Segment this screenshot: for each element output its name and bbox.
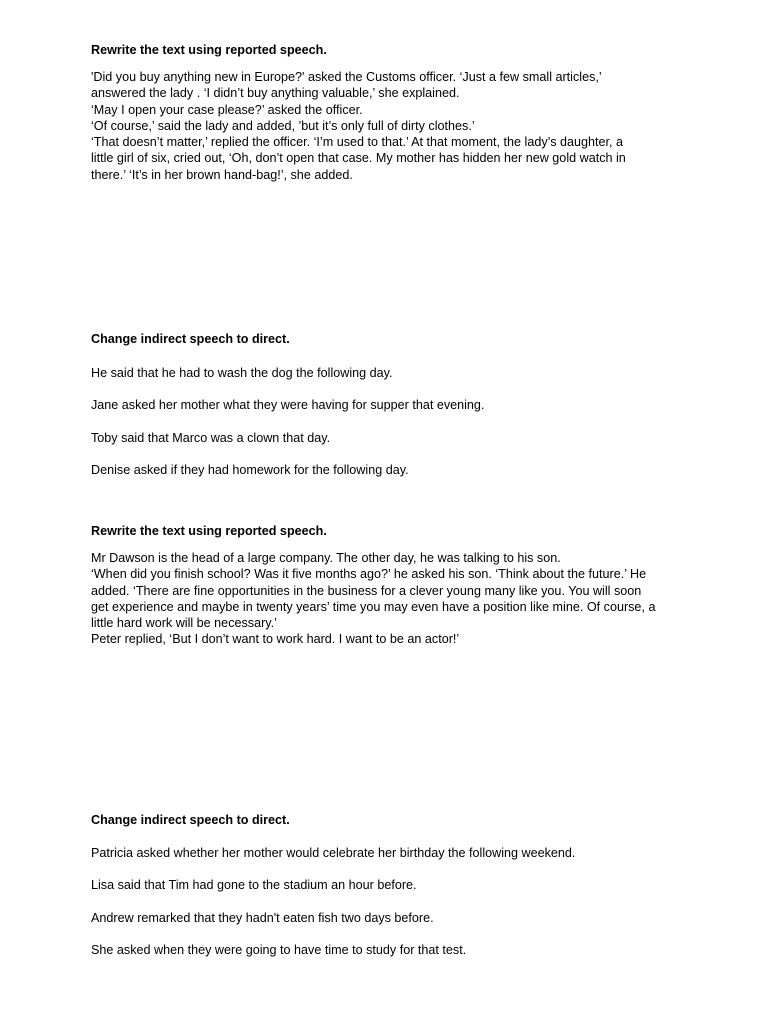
section3-line: little hard work will be necessary.’ (91, 616, 277, 631)
section4-heading: Change indirect speech to direct. (91, 813, 290, 827)
section2-sentence: Denise asked if they had homework for the following day. (91, 463, 409, 477)
section1-line: ‘May I open your case please?’ asked the officer. (91, 102, 363, 117)
section1-line: 'Did you buy anything new in Europe?' asked the Customs officer. ‘Just a few small articles,’ (91, 70, 602, 84)
section3-heading: Rewrite the text using reported speech. (91, 524, 327, 538)
section3-line: get experience and maybe in twenty years’ time you may even have a position like mine. Of course, a (91, 599, 656, 614)
section2-sentence: He said that he had to wash the dog the following day. (91, 366, 393, 380)
section1-line: answered the lady . ‘I didn’t buy anything valuable,’ she explained. (91, 86, 460, 101)
section1-paragraph (91, 69, 691, 183)
section3-line: Peter replied, ‘But I don’t want to work hard. I want to be an actor!’ (91, 632, 460, 647)
section3-line: ‘When did you finish school? Was it five months ago?’ he asked his son. ‘Think about the future.’ He (91, 567, 647, 582)
section4-sentence: Andrew remarked that they hadn't eaten fish two days before. (91, 911, 434, 925)
section3-paragraph (91, 550, 691, 648)
section1-line: there.’ ‘It’s in her brown hand-bag!’, she added. (91, 167, 353, 182)
section4-sentence: She asked when they were going to have time to study for that test. (91, 943, 467, 957)
section1-line: ‘Of course,’ said the lady and added, ’but it’s only full of dirty clothes.’ (91, 118, 475, 133)
section3-line: Mr Dawson is the head of a large company. The other day, he was talking to his son. (91, 551, 561, 565)
section2-sentence: Toby said that Marco was a clown that day. (91, 431, 331, 445)
section1-line: ‘That doesn’t matter,’ replied the officer. ‘I’m used to that.’ At that moment, the lady’s daughter, a (91, 135, 624, 150)
section1-heading: Rewrite the text using reported speech. (91, 43, 327, 57)
section4-sentence: Lisa said that Tim had gone to the stadium an hour before. (91, 878, 417, 892)
section1-line: little girl of six, cried out, ‘Oh, don’t open that case. My mother has hidden her new gold watch in (91, 151, 626, 166)
section2-sentence: Jane asked her mother what they were having for supper that evening. (91, 398, 485, 412)
section2-heading: Change indirect speech to direct. (91, 332, 290, 346)
section4-sentence: Patricia asked whether her mother would celebrate her birthday the following weekend. (91, 846, 576, 860)
section3-line: added. ‘There are fine opportunities in the business for a clever young many like you. You will soon (91, 583, 642, 598)
